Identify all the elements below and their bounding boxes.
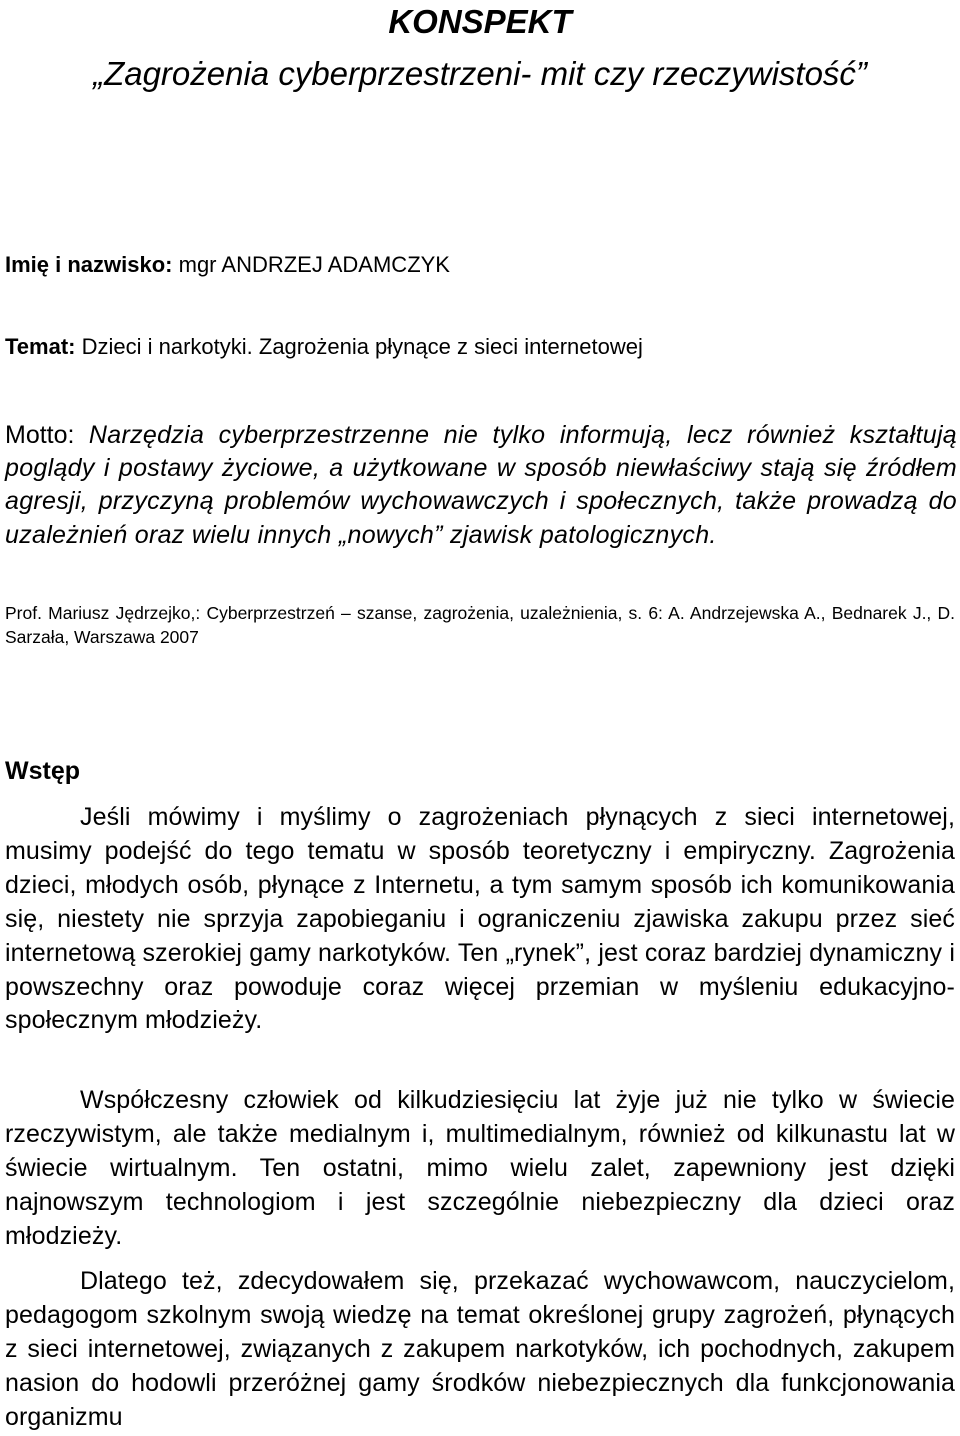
topic-label: Temat: [5, 334, 76, 359]
motto-block [5, 419, 957, 552]
topic-line [5, 333, 643, 361]
topic-value: Dzieci i narkotyki. Zagrożenia płynące z sieci internetowej [75, 334, 643, 359]
author-line [5, 251, 450, 279]
paragraph: Jeśli mówimy i myślimy o zagrożeniach płynących z sieci internetowej, musimy podejść do tego tematu w sposób teoretyczny i empiryczny. Zagrożenia dzieci, młodych osób, płynące z Internetu, a tym samym sposób ich komunikowania się, niestety nie sprzyja zapobieganiu i ograniczeniu zjawiska zakupu przez sieć internetową szerokiej gamy narkotyków. Ten „rynek”, jest coraz bardziej dynamiczny i powszechny oraz powoduje coraz więcej przemian w myśleniu edukacyjno-społecznym młodzieży. [5, 803, 955, 1035]
motto-source: Prof. Mariusz Jędrzejko,: Cyberprzestrzeń – szanse, zagrożenia, uzależnienia, s. 6: A. Andrzejewska A., Bednarek J., D. Sarzała, Warszawa 2007 [5, 603, 955, 647]
author-label: Imię i nazwisko: [5, 252, 173, 277]
document-subtitle: „Zagrożenia cyberprzestrzeni- mit czy rzeczywistość” [93, 55, 867, 92]
document-title: KONSPEKT [388, 3, 572, 40]
paragraph: Dlatego też, zdecydowałem się, przekazać wychowawcom, nauczycielom, pedagogom szkolnym swoją wiedzę na temat określonej grupy zagrożeń, płynących z sieci internetowej, związanych z zakupem narkotyków, ich pochodnych, zakupem nasion do hodowli przeróżnej gamy środków niebezpiecznych dla funkcjonowania organizmu [5, 1267, 955, 1431]
author-value: mgr ANDRZEJ ADAMCZYK [172, 252, 450, 277]
motto-text: Narzędzia cyberprzestrzenne nie tylko informują, lecz również kształtują poglądy i postawy życiowe, a użytkowane w sposób niewłaściwy stają się źródłem agresji, przyczyną problemów wychowawczych i społecznych, także prowadzą do uzależnień oraz wielu innych „nowych” zjawisk patologicznych. [5, 421, 957, 549]
paragraph: Współczesny człowiek od kilkudziesięciu lat żyje już nie tylko w świecie rzeczywistym, ale także medialnym i, multimedialnym, również od kilkunastu lat w świecie wirtualnym. Ten ostatni, mimo wielu zalet, zapewniony jest dzięki najnowszym technologiom i jest szczególnie niebezpieczny dla dzieci oraz młodzieży. [5, 1086, 955, 1250]
section-heading: Wstęp [5, 757, 80, 785]
motto-label: Motto: [5, 421, 75, 449]
